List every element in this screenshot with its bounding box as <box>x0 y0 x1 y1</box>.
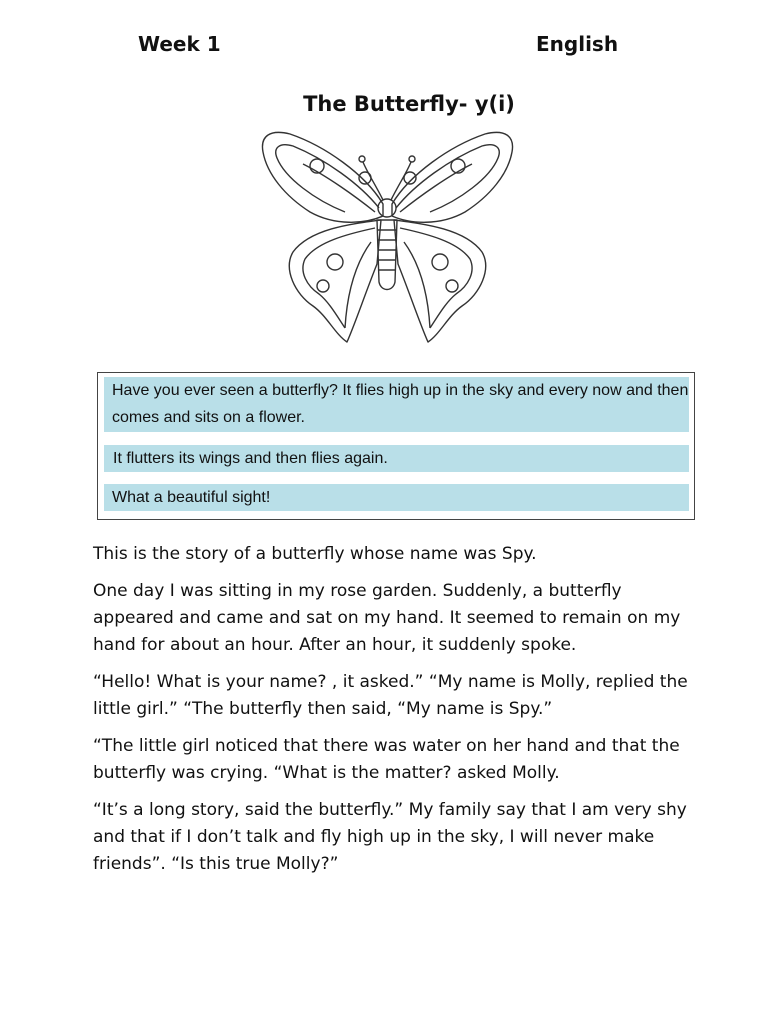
butterfly-illustration-icon <box>255 124 520 346</box>
story-text <box>93 541 693 888</box>
story-paragraph-5: “It’s a long story, said the butterfly.” My family say that I am very shy and that if I don’t talk and fly high up in the sky, I will never make friends”. “Is this true Molly?” <box>93 800 687 874</box>
week-label: Week 1 <box>138 32 221 56</box>
page-title: The Butterfly- y(i) <box>303 92 515 116</box>
intro-line-3: What a beautiful sight! <box>104 484 689 511</box>
story-paragraph-4: “The little girl noticed that there was water on her hand and that the butterfly was crying. “What is the matter? asked Molly. <box>93 736 680 783</box>
intro-line-2: It flutters its wings and then flies again. <box>104 445 689 472</box>
subject-label: English <box>536 32 619 56</box>
story-paragraph-1: This is the story of a butterfly whose name was Spy. <box>93 544 537 564</box>
intro-line-1: Have you ever seen a butterfly? It flies high up in the sky and every now and then comes and sits on a flower. <box>104 377 689 432</box>
story-paragraph-3: “Hello! What is your name? , it asked.” “My name is Molly, replied the little girl.” “The butterfly then said, “My name is Spy.” <box>93 672 688 719</box>
story-paragraph-2: One day I was sitting in my rose garden. Suddenly, a butterfly appeared and came and sat on my hand. It seemed to remain on my hand for about an hour. After an hour, it suddenly spoke. <box>93 581 681 655</box>
